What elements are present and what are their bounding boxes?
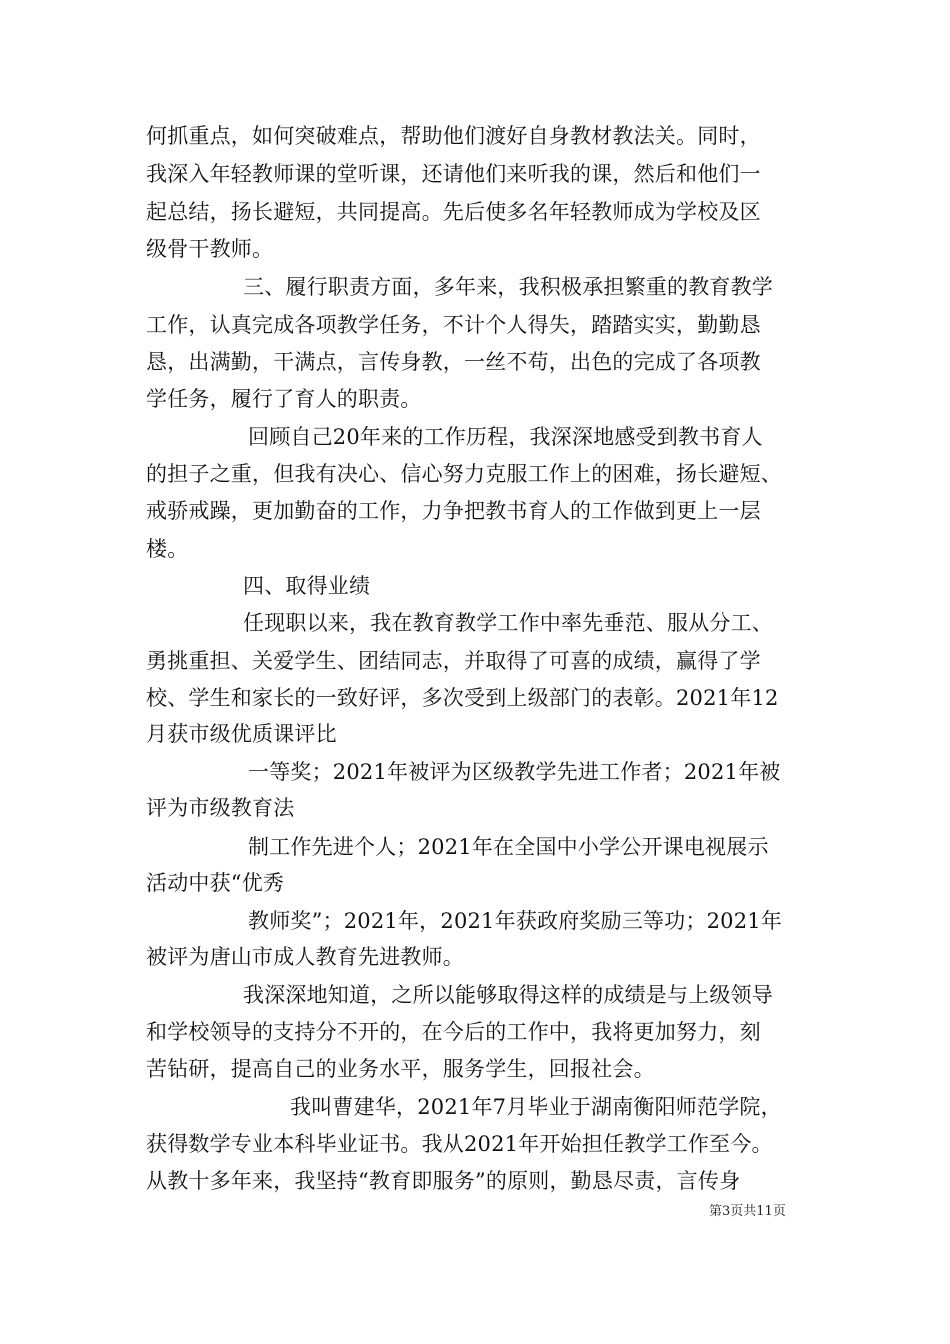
text-line-5: 三、履行职责方面，多年来，我积极承担繁重的教育教学	[243, 275, 773, 299]
text-line-24: 我深深地知道，之所以能够取得这样的成绩是与上级领导	[243, 983, 773, 1007]
text-line-9: 回顾自己20年来的工作历程，我深深地感受到教书育人	[248, 425, 763, 449]
text-line-8: 学任务，履行了育人的职责。	[146, 387, 422, 411]
text-line-4: 级骨干教师。	[146, 237, 274, 261]
text-line-29: 从教十多年来，我坚持“教育即服务”的原则，勤恳尽责，言传身	[146, 1169, 741, 1193]
text-line-25: 和学校领导的支持分不开的，在今后的工作中，我将更加努力，刻	[146, 1020, 761, 1044]
text-line-20: 制工作先进个人；2021年在全国中小学公开课电视展示	[248, 835, 769, 859]
text-line-1: 何抓重点，如何突破难点，帮助他们渡好自身教材教法关。同时，	[146, 124, 761, 148]
page-number-footer: 第3页共11页	[709, 1204, 786, 1219]
text-line-27: 我叫曹建华，2021年7月毕业于湖南衡阳师范学院，	[290, 1095, 782, 1119]
section-heading: 四、取得业绩	[243, 574, 371, 598]
text-line-19: 评为市级教育法	[146, 796, 295, 820]
text-line-14: 任现职以来，我在教育教学工作中率先垂范、服从分工、	[243, 611, 773, 635]
text-line-21: 活动中获“优秀	[146, 871, 285, 895]
text-line-17: 月获市级优质课评比	[146, 722, 337, 746]
text-line-2: 我深入年轻教师课的堂听课，还请他们来听我的课，然后和他们一	[146, 162, 761, 186]
text-line-22: 教师奖”；2021年，2021年获政府奖励三等功；2021年	[248, 909, 783, 933]
text-line-16: 校、学生和家长的一致好评，多次受到上级部门的表彰。2021年12	[146, 686, 779, 710]
text-line-28: 获得数学专业本科毕业证书。我从2021年开始担任教学工作至今。	[146, 1132, 773, 1156]
text-line-26: 苦钻研，提高自己的业务水平，服务学生，回报社会。	[146, 1057, 655, 1081]
text-line-11: 戒骄戒躁，更加勤奋的工作，力争把教书育人的工作做到更上一层	[146, 499, 761, 523]
text-line-12: 楼。	[146, 537, 189, 561]
text-line-18: 一等奖；2021年被评为区级教学先进工作者；2021年被	[248, 760, 781, 784]
text-line-15: 勇挑重担、关爱学生、团结同志，并取得了可喜的成绩，赢得了学	[146, 649, 761, 673]
text-line-3: 起总结，扬长避短，共同提高。先后使多名年轻教师成为学校及区	[146, 200, 761, 224]
text-line-7: 恳，出满勤，干满点，言传身教，一丝不苟，出色的完成了各项教	[146, 350, 761, 374]
text-line-6: 工作，认真完成各项教学任务，不计个人得失，踏踏实实，勤勤恳	[146, 313, 761, 337]
text-line-10: 的担子之重，但我有决心、信心努力克服工作上的困难，扬长避短、	[146, 462, 782, 486]
text-line-23: 被评为唐山市成人教育先进教师。	[146, 945, 464, 969]
